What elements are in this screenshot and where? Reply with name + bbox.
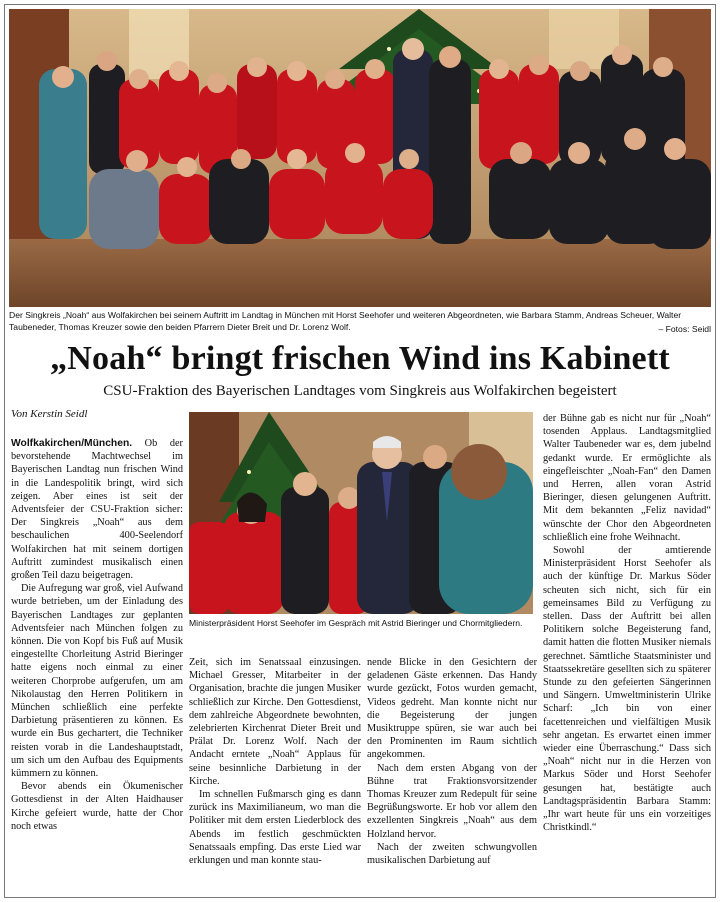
article-column-4 (543, 412, 711, 897)
dateline: Wolfkakirchen/München. (11, 438, 133, 449)
photo-credit: – Fotos: Seidl (658, 324, 711, 334)
group-photo-graphic (9, 9, 711, 307)
paragraph (11, 437, 183, 582)
mid-photo-caption: Ministerpräsident Horst Seehofer im Gespräch mit Astrid Bieringer und Chormitgliedern. (189, 618, 523, 628)
article-column-2 (189, 656, 361, 897)
article-column-3 (367, 656, 537, 897)
paragraph: Nach dem ersten Abgang von der Bühne trat Fraktionsvorsitzender Thomas Kreuzer zum Redepult für seine Begrüßungsworte. Er hob vor allem den exzellenten Singkreis „Noah“ aus dem Holzland hervor. (367, 762, 537, 840)
paragraph: Sowohl der amtierende Ministerpräsident Horst Seehofer als auch der künftige Dr. Markus Söder scheuten sich nicht, sich für ein gemeinsames Bild zu Verfügung zu stellen. Dass der Auftritt bei allen Politikern solche Begeisterung fand, damit hatten die flotten Musiker niemals gerechnet. Sämtliche Staatsminister und Staatssekretäre gesellten sich zu späterer Stunde zu den gefeierten Sängerinnen und Sängern. Umweltministerin Ulrike Scharf: „Ich bin von einer facettenreichen und vielfältigen Musik sehr angetan. Es erwartet einen immer wieder eine Überraschung.“ Dass sich „Noah“ nicht nur in die Herzen von Markus Söder und Horst Seehofer gesungen hat, bestätigte auch Landtagspräsidentin Barbara Stamm: „Ihr wart heute für uns ein vorzeitiges Christkindl.“ (543, 545, 711, 834)
paragraph: Die Aufregung war groß, viel Aufwand wurde betrieben, um der Einladung des Bayerischen Landtages zur geplanten Adventsfeier nach München folgen zu können. Die von Kopf bis Fuß auf Musik eingestellte Chorleitung Astrid Bieringer hatte eigens noch einmal zu einer weiteren Chorprobe aufgerufen, um am Nikolaustag den Herren Politikern in München schließlich eine perfekte Darbietung präsentieren zu können. Es wurde ein Bus gechartert, die Techniker reisten vorab in die Landeshauptstadt, um sich um den Aufbau des Equipments kümmern zu können. (11, 583, 183, 780)
group-photo (9, 9, 711, 307)
newspaper-clipping (4, 4, 716, 898)
top-photo-caption: Der Singkreis „Noah“ aus Wolfakirchen bei seinem Auftritt im Landtag in München mit Horst Seehofer und weiteren Abgeordneten, wie Barbara Stamm, Andreas Scheuer, Walter Taubeneder, Thomas Kreuzer sowie den beiden Pfarrern Dieter Breit und Dr. Lorenz Wolf. (9, 310, 682, 332)
byline: Von Kerstin Seidl (11, 408, 88, 420)
paragraph: Nach der zweiten schwungvollen musikalischen Darbietung auf (367, 841, 537, 867)
subheadline: CSU-Fraktion des Bayerischen Landtages vom Singkreis aus Wolfakirchen begeistert (103, 383, 617, 399)
top-photo-caption-block (9, 309, 711, 335)
paragraph-text: Ob der bevorstehende Machtwechsel im Bayerischen Landtag nun frischen Wind in die Landespolitik bringt, wird sich zeigen. Aber eines ist seit der Adventsfeier der CSU-Fraktion sicher: Der Singkreis „Noah“ aus dem beschaulichen 400-Seelendorf Wolfakirchen hat mit seinem dortigen Auftritt zumindest musikalisch einen großen Teil dazu beigetragen. (11, 438, 183, 582)
paragraph: der Bühne gab es nicht nur für „Noah“ tosenden Applaus. Landtagsmitglied Walter Taubeneder war es, dem jubelnd gedankt wurde. Er ermöglichte als eingefleischter „Noah-Fan“ den Damen und Herren, allen voran Astrid Bieringer, diesen gelungenen Auftritt. Mit dem bekannten „Feliz navidad“ wünschte der Chor den Abgeordneten schließlich eine frohe Weihnacht. (543, 413, 711, 543)
paragraph: Bevor abends ein Ökumenischer Gottesdienst in der Alten Haidhauser Kirche gefeiert wurde, hatte der Chor noch etwas (11, 781, 183, 832)
article-column-1 (11, 437, 183, 897)
headline: „Noah“ bringt frischen Wind ins Kabinett (50, 340, 670, 377)
seehofer-photo-graphic (189, 412, 533, 614)
paragraph: Im schnellen Fußmarsch ging es dann zurück ins Maximilianeum, wo man die Politiker mit dem ersten Liederblock des Abends im festlich geschmückten Senatssaals empfing. Das erste Lied war erklungen und man konnte stau- (189, 789, 361, 867)
paragraph: nende Blicke in den Gesichtern der geladenen Gäste erkennen. Das Handy wurde gezückt, Fotos wurden gemacht, Videos gedreht. Man konnte nicht nur die Begeisterung der jungen Musiktruppe spüren, sie war auch bei den Prominenten im Raum sichtlich angekommen. (367, 657, 537, 761)
seehofer-photo (189, 412, 533, 614)
paragraph: Zeit, sich im Senatssaal einzusingen. Michael Gresser, Mitarbeiter in der Organisation, brachte die jungen Musiker schließlich zur Kirche. Den Gottesdienst, dem zahlreiche Abgeordnete bewohnten, zelebrierten Kirchenrat Dieter Breit und Prälat Dr. Lorenz Wolf. Nach der Andacht erntete „Noah“ Applaus für seine besinnliche Darbietung in der Kirche. (189, 657, 361, 787)
